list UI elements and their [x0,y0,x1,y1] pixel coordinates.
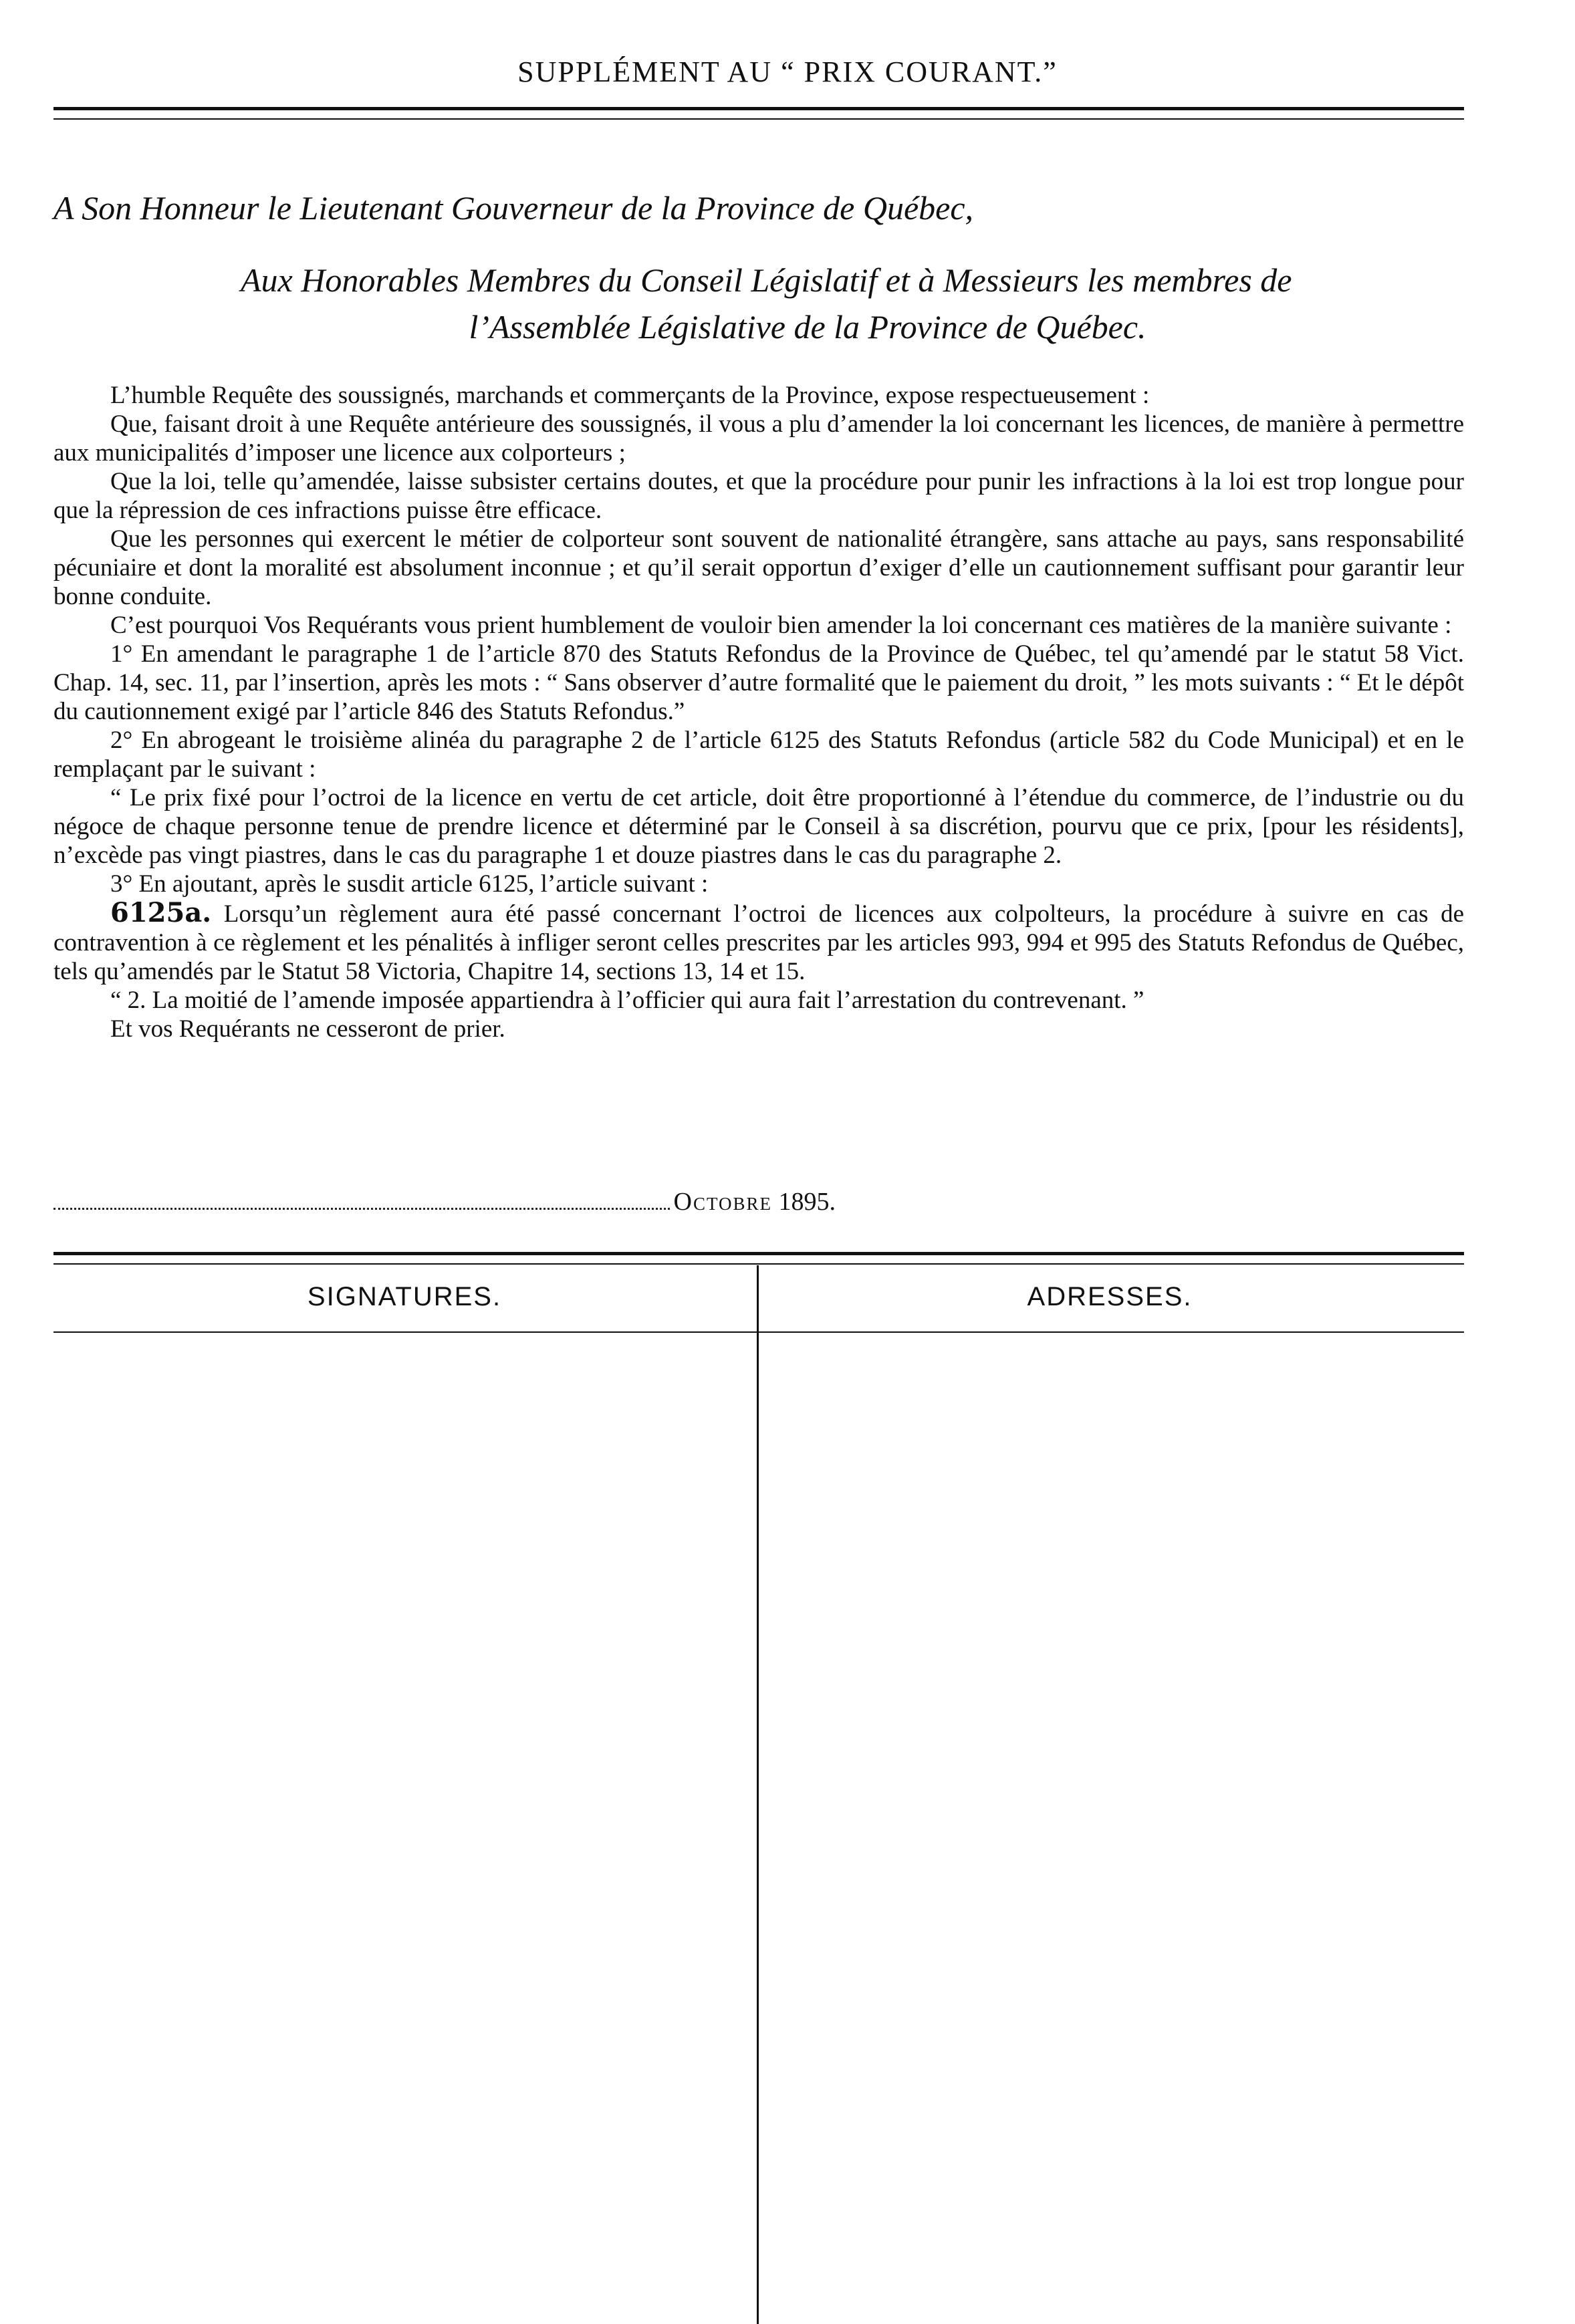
header-rule-thin [53,118,1464,120]
paragraph-4: Que les personnes qui exercent le métier de colporteur sont souvent de nationalité étrangère, sans attache au pays, sans responsabilité pécuniaire et dont la moralité est absolument inconnue ; et qu’il serait opportun d’exiger d’elle un cautionnement suffisant pour garantir leur bonne conduite. [53,525,1464,610]
paragraph-article-6125a [53,898,1464,986]
address-line-1: A Son Honneur le Lieutenant Gouverneur de la Province de Québec, [53,189,974,227]
address-line-3: l’Assemblée Législative de la Province de Québec. [469,308,1146,346]
paragraph-amendment-2: 2° En abrogeant le troisième alinéa du paragraphe 2 de l’article 6125 des Statuts Refondus (article 582 du Code Municipal) et en le remplaçant par le suivant : [53,727,1464,783]
paragraph-5: C’est pourquoi Vos Requérants vous prient humblement de vouloir bien amender la loi concernant ces matières de la manière suivante : [110,612,1452,639]
paragraph-amendment-3: 3° En ajoutant, après le susdit article 6125, l’article suivant : [110,870,709,898]
paragraph-closing: Et vos Requérants ne cesseront de prier. [110,1015,505,1043]
article-text: Lorsqu’un règlement aura été passé concernant l’octroi de licences aux colpolteurs, la procédure à suivre en cas de contravention à ce règlement et les pénalités à infliger seront celles prescrites par les articles 993, 994 et 995 des Statuts Refondus de Québec, tels qu’amendés par le Statut 58 Victoria, Chapitre 14, sections 13, 14 et 15. [53,900,1464,985]
table-rule-thin [53,1263,1464,1265]
date-month: Octobre [673,1188,772,1216]
petition-body [53,381,1464,1043]
table-rule-thick [53,1252,1464,1255]
address-line-2: Aux Honorables Membres du Conseil Législatif et à Messieurs les membres de [241,261,1292,299]
signatures-column-header: SIGNATURES. [307,1282,502,1311]
paragraph-intro: L’humble Requête des soussignés, marchands et commerçants de la Province, expose respectueusement : [110,382,1150,409]
paragraph-fine: “ 2. La moitié de l’amende imposée appartiendra à l’officier qui aura fait l’arrestation du contrevenant. ” [110,987,1144,1014]
column-header-rule [53,1331,1464,1333]
date-year: 1895. [778,1188,836,1216]
article-number: 6125a. [110,897,212,928]
page-header: SUPPLÉMENT AU “ PRIX COURANT.” [517,55,1058,88]
addresses-column-header: ADRESSES. [1027,1282,1193,1311]
date-line [53,1187,836,1216]
paragraph-quote: “ Le prix fixé pour l’octroi de la licence en vertu de cet article, doit être proportionné à l’étendue du commerce, de l’industrie ou du négoce de chaque personne tenue de prendre licence et déterminé par le Conseil à sa discrétion, pourvu que ce prix, [pour les résidents], n’excède pas vingt piastres, dans le cas du paragraphe 1 et douze piastres dans le cas du paragraphe 2. [53,784,1464,869]
paragraph-2: Que, faisant droit à une Requête antérieure des soussignés, il vous a plu d’amender la loi concernant les licences, de manière à permettre aux municipalités d’imposer une licence aux colporteurs ; [53,410,1464,467]
column-divider [757,1265,759,2324]
paragraph-amendment-1: 1° En amendant le paragraphe 1 de l’article 870 des Statuts Refondus de la Province de Québec, tel qu’amendé par le statut 58 Vict. Chap. 14, sec. 11, par l’insertion, après les mots : “ Sans observer d’autre formalité que le paiement du droit, ” les mots suivants : “ Et le dépôt du cautionnement exigé par l’article 846 des Statuts Refondus.” [53,640,1464,725]
date-blank-dots [53,1188,670,1210]
paragraph-3: Que la loi, telle qu’amendée, laisse subsister certains doutes, et que la procédure pour punir les infractions à la loi est trop longue pour que la répression de ces infractions puisse être efficace. [53,468,1464,524]
header-rule-thick [53,107,1464,110]
